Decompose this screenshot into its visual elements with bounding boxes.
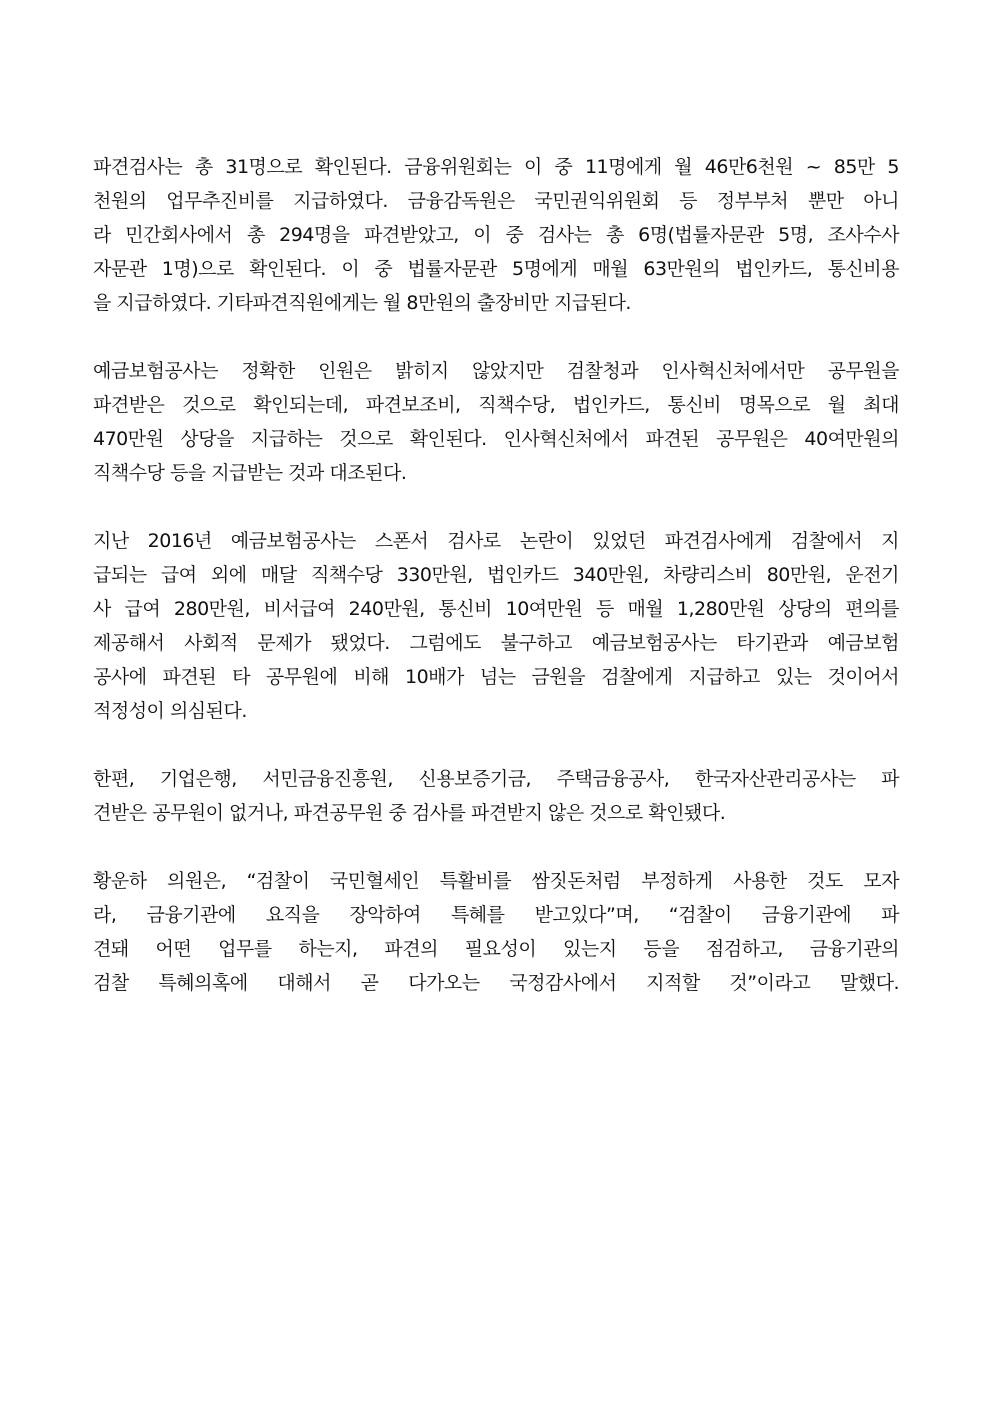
paragraph-line: 사 급여 280만원, 비서급여 240만원, 통신비 10여만원 등 매월 1,280만원 상당의 편의를: [93, 598, 899, 620]
paragraph-line: 파견검사는 총 31명으로 확인된다. 금융위원회는 이 중 11명에게 월 46만6천원 ~ 85만 5: [93, 156, 899, 178]
paragraph-line: 황운하 의원은, “검찰이 국민혈세인 특활비를 쌈짓돈처럼 부정하게 사용한 것도 모자: [93, 870, 899, 892]
paragraph-line: 공사에 파견된 타 공무원에 비해 10배가 넘는 금원을 검찰에게 지급하고 있는 것이어서: [93, 666, 899, 688]
paragraph-other-institutions: [93, 762, 899, 830]
paragraph-line: 자문관 1명)으로 확인된다. 이 중 법률자문관 5명에게 매월 63만원의 법인카드, 통신비용: [93, 258, 899, 280]
paragraph-line: 한편, 기업은행, 서민금융진흥원, 신용보증기금, 주택금융공사, 한국자산관리공사는 파: [93, 768, 899, 790]
paragraph-line: 을 지급하였다. 기타파견직원에게는 월 8만원의 출장비만 지급된다.: [93, 292, 631, 314]
paragraph-lawmaker-quote: [93, 864, 899, 1000]
paragraph-line: 천원의 업무추진비를 지급하였다. 금융감독원은 국민권익위원회 등 정부부처 뿐만 아니: [93, 190, 899, 212]
paragraph-line: 파견받은 것으로 확인되는데, 파견보조비, 직책수당, 법인카드, 통신비 명목으로 월 최대: [93, 394, 899, 416]
paragraph-line: 470만원 상당을 지급하는 것으로 확인된다. 인사혁신처에서 파견된 공무원은 40여만원의: [93, 428, 899, 450]
paragraph-line: 견받은 공무원이 없거나, 파견공무원 중 검사를 파견받지 않은 것으로 확인됐다.: [93, 802, 726, 824]
paragraph-line: 적정성이 의심된다.: [93, 700, 247, 722]
paragraph-line: 지난 2016년 예금보험공사는 스폰서 검사로 논란이 있었던 파견검사에게 검찰에서 지: [93, 530, 899, 552]
paragraph-line: 검찰 특혜의혹에 대해서 곧 다가오는 국정감사에서 지적할 것”이라고 말했다.: [93, 972, 899, 994]
paragraph-line: 예금보험공사는 정확한 인원은 밝히지 않았지만 검찰청과 인사혁신처에서만 공무원을: [93, 360, 899, 382]
paragraph-line: 급되는 급여 외에 매달 직책수당 330만원, 법인카드 340만원, 차량리스비 80만원, 운전기: [93, 564, 899, 586]
paragraph-line: 직책수당 등을 지급받는 것과 대조된다.: [93, 462, 407, 484]
paragraph-line: 제공해서 사회적 문제가 됐었다. 그럼에도 불구하고 예금보험공사는 타기관과 예금보험: [93, 632, 899, 654]
paragraph-line: 견돼 어떤 업무를 하는지, 파견의 필요성이 있는지 등을 점검하고, 금융기관의: [93, 938, 899, 960]
paragraph-line: 라, 금융기관에 요직을 장악하여 특혜를 받고있다”며, “검찰이 금융기관에 파: [93, 904, 899, 926]
paragraph-2016-sponsor-case: [93, 524, 899, 728]
paragraph-dispatched-prosecutors: [93, 150, 899, 320]
paragraph-deposit-insurance: [93, 354, 899, 490]
paragraph-line: 라 민간회사에서 총 294명을 파견받았고, 이 중 검사는 총 6명(법률자문관 5명, 조사수사: [93, 224, 899, 246]
document-body: [93, 150, 899, 1034]
